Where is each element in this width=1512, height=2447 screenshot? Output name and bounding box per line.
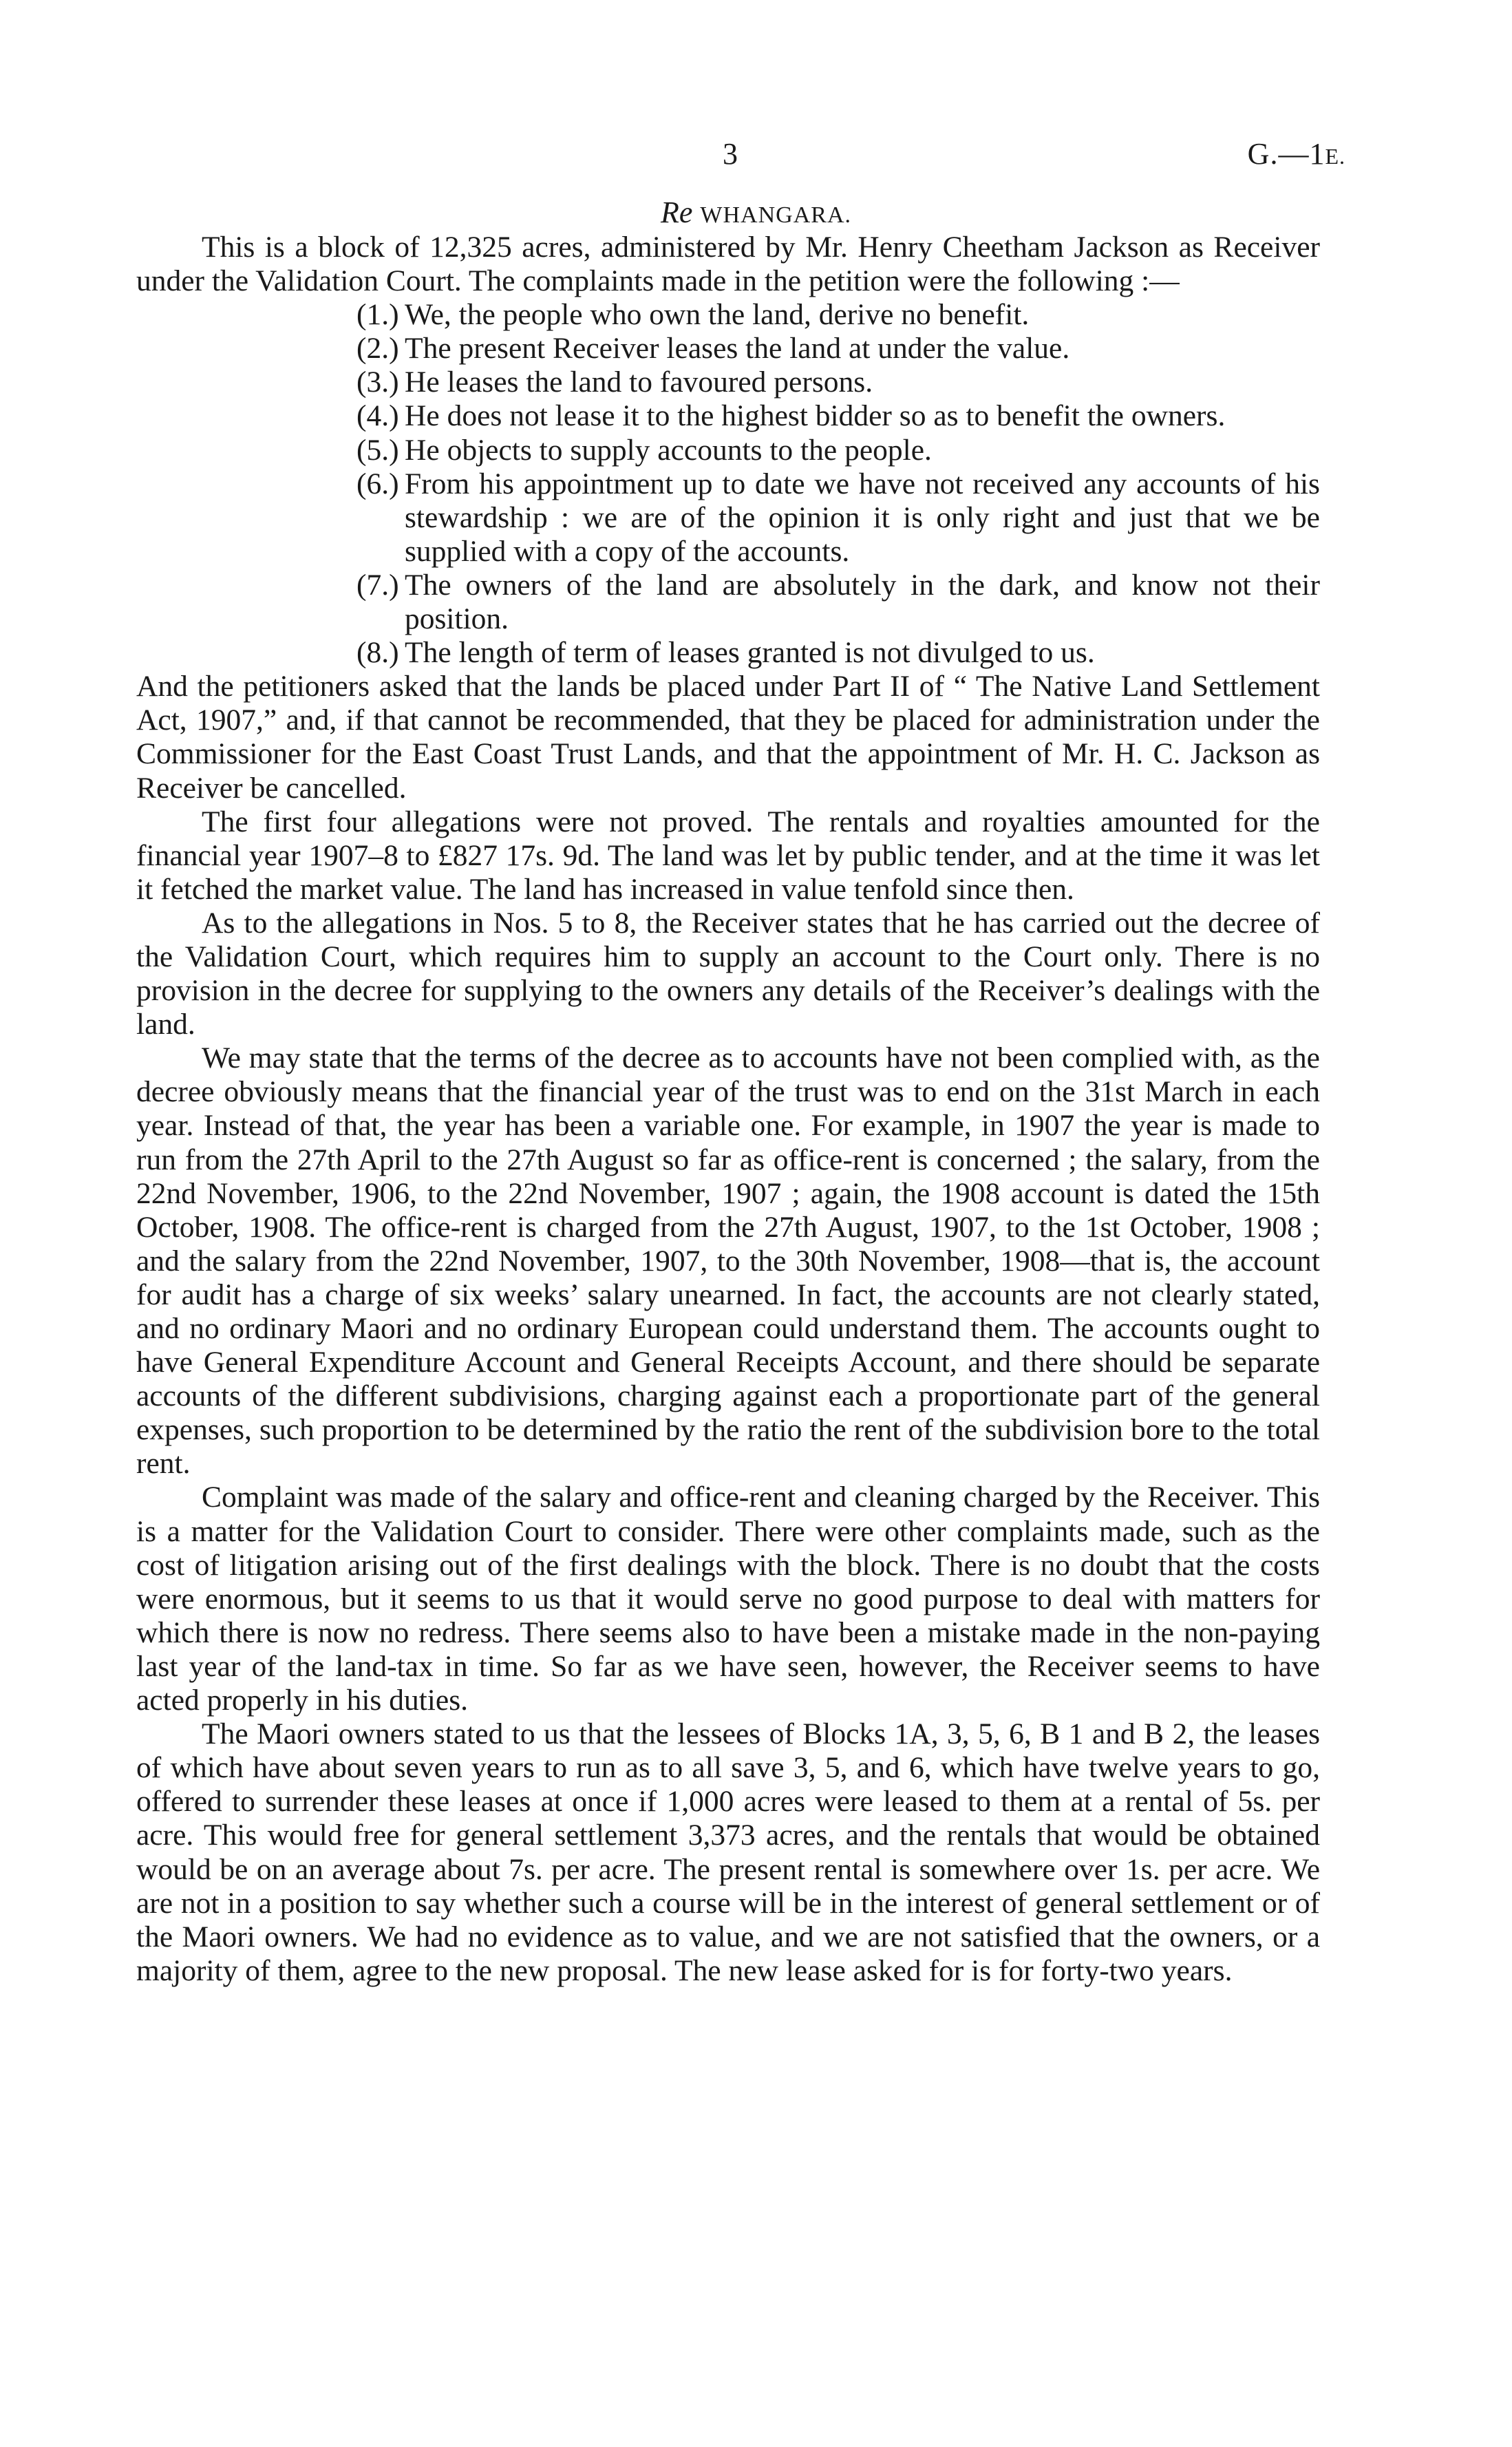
complaint-text: He objects to supply accounts to the people. (405, 433, 932, 467)
petition-request-paragraph: And the petitioners asked that the lands be placed under Part II of “ The Native Land Settlement Act, 1907,” and, if that cannot be recommended, that they be placed for administration under the Commissioner for the East Coast Trust Lands, and that the appointment of Mr. H. C. Jackson as Receiver be cancelled. (136, 670, 1320, 805)
complaint-item (356, 467, 1320, 569)
heading-prefix: Re (661, 195, 693, 229)
complaint-item (356, 366, 1320, 399)
complaint-number: (2.) (356, 332, 399, 366)
complaint-list (136, 298, 1320, 670)
complaint-number: (8.) (356, 636, 399, 670)
complaint-number: (3.) (356, 366, 399, 399)
complaint-number: (1.) (356, 298, 399, 332)
complaint-text: He leases the land to favoured persons. (405, 366, 873, 399)
complaint-number: (5.) (356, 433, 399, 467)
complaint-text: We, the people who own the land, derive no benefit. (405, 298, 1030, 332)
page-number: 3 (723, 137, 738, 171)
complaint-text: The owners of the land are absolutely in the dark, and know not their position. (405, 568, 1320, 636)
salary-complaint-paragraph: Complaint was made of the salary and office-rent and cleaning charged by the Receiver. This is a matter for the Validation Court to consider. There were other complaints made, such as the cost of litigation arising out of the first dealings with the block. There is no doubt that the costs were enormous, but it seems to us that it would serve no good purpose to deal with matters for which there is now no redress. There seems also to have been a mistake made in the non-paying last year of the land-tax in time. So far as we have seen, however, the Receiver seems to have acted properly in his duties. (136, 1481, 1320, 1717)
document-reference-suffix: E. (1325, 144, 1345, 169)
heading-title: WHANGARA. (700, 202, 851, 228)
complaint-item (356, 568, 1320, 636)
complaint-item (356, 332, 1320, 366)
document-reference (1248, 136, 1345, 171)
complaint-number: (7.) (356, 568, 399, 602)
complaint-text: The length of term of leases granted is not divulged to us. (405, 636, 1095, 670)
complaint-text: From his appointment up to date we have not received any accounts of his stewardship : we are of the opinion it is only right and just that we be supplied with a copy of the accounts. (405, 467, 1320, 568)
complaint-text: He does not lease it to the highest bidder so as to benefit the owners. (405, 399, 1226, 433)
intro-paragraph: This is a block of 12,325 acres, administered by Mr. Henry Cheetham Jackson as Receiver under the Validation Court. The complaints made in the petition were the following :— (136, 231, 1320, 298)
complaint-item (356, 433, 1320, 467)
allegations-paragraph: The first four allegations were not proved. The rentals and royalties amounted for the financial year 1907–8 to £827 17s. 9d. The land was let by public tender, and at the time it was let it fetched the market value. The land has increased in value tenfold since then. (136, 805, 1320, 906)
complaint-item (356, 298, 1320, 332)
document-body (136, 231, 1320, 1988)
receiver-response-paragraph: As to the allegations in Nos. 5 to 8, the Receiver states that he has carried out the decree of the Validation Court, which requires him to supply an account to the Court only. There is no provision in the decree for supplying to the owners any details of the Receiver’s dealings with the land. (136, 906, 1320, 1041)
document-reference-main: G.—1 (1247, 137, 1325, 171)
complaint-item (356, 636, 1320, 670)
accounts-paragraph: We may state that the terms of the decree as to accounts have not been complied with, as the decree obviously means that the financial year of the trust was to end on the 31st March in each year. Instead of that, the year has been a variable one. For example, in 1907 the year is made to run from the 27th April to the 27th August so far as office-rent is concerned ; the salary, from the 22nd November, 1906, to the 22nd November, 1907 ; again, the 1908 account is dated the 15th October, 1908. The office-rent is charged from the 27th August, 1907, to the 1st October, 1908 ; and the salary from the 22nd November, 1907, to the 30th November, 1908—that is, the account for audit has a charge of six weeks’ salary unearned. In fact, the accounts are not clearly stated, and no ordinary Maori and no ordinary European could understand them. The accounts ought to have General Expenditure Account and General Receipts Account, and there should be separate accounts of the different subdivisions, charging against each a proportionate part of the general expenses, such proportion to be determined by the ratio the rent of the subdivision bore to the total rent. (136, 1041, 1320, 1481)
section-heading (0, 195, 1512, 230)
lessees-proposal-paragraph: The Maori owners stated to us that the lessees of Blocks 1A, 3, 5, 6, B 1 and B 2, the leases of which have about seven years to run as to all save 3, 5, and 6, which have twelve years to go, offered to surrender these leases at once if 1,000 acres were leased to them at a rental of 5s. per acre. This would free for general settlement 3,373 acres, and the rentals that would be obtained would be on an average about 7s. per acre. The present rental is somewhere over 1s. per acre. We are not in a position to say whether such a course will be in the interest of general settlement or of the Maori owners. We had no evidence as to value, and we are not satisfied that the owners, or a majority of them, agree to the new proposal. The new lease asked for is for forty-two years. (136, 1717, 1320, 1987)
complaint-number: (6.) (356, 467, 399, 500)
complaint-text: The present Receiver leases the land at under the value. (405, 332, 1070, 366)
complaint-item (356, 399, 1320, 433)
complaint-number: (4.) (356, 399, 399, 433)
